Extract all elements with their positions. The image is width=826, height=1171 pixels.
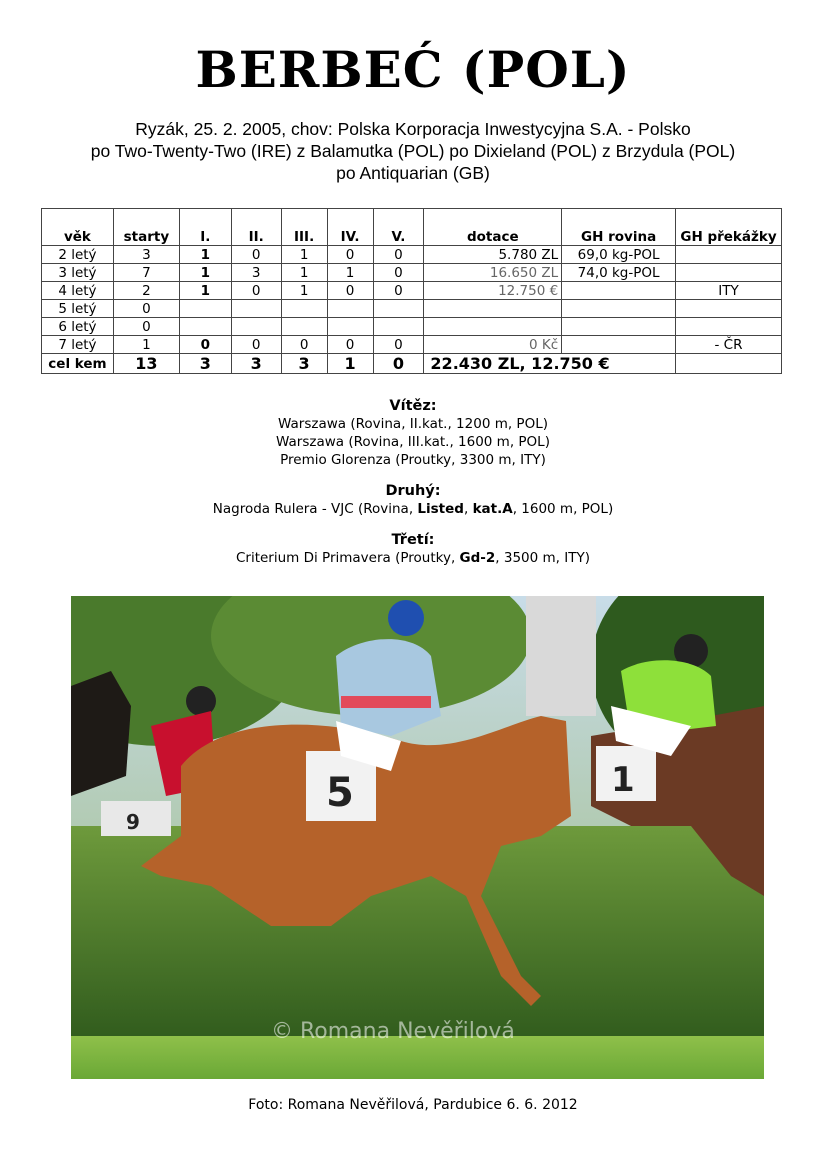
race-photo-illustration <box>71 596 764 1079</box>
photo-caption: Foto: Romana Nevěřilová, Pardubice 6. 6. 2012 <box>248 1097 578 1113</box>
cell-jump: - ČR <box>676 336 782 354</box>
table-row <box>42 300 782 318</box>
cell-w1 <box>179 300 231 318</box>
cell-w2: 0 <box>231 336 281 354</box>
total-label: cel kem <box>42 354 114 374</box>
cell-w3 <box>281 318 327 336</box>
cell-w2: 3 <box>231 264 281 282</box>
table-row <box>42 264 782 282</box>
cell-w1: 1 <box>179 246 231 264</box>
cell-flat <box>562 336 676 354</box>
watermark: © Romana Nevěřilová <box>271 1019 515 1044</box>
cell-w2 <box>231 318 281 336</box>
cell-age: 7 letý <box>42 336 114 354</box>
total-empty <box>676 354 782 374</box>
saddle-number: 9 <box>126 810 140 834</box>
career-table <box>41 208 782 374</box>
cell-age: 2 letý <box>42 246 114 264</box>
cell-w4 <box>327 318 373 336</box>
cell-flat <box>562 282 676 300</box>
cell-w4: 0 <box>327 246 373 264</box>
cell-starts: 3 <box>113 246 179 264</box>
cell-jump <box>676 264 782 282</box>
cell-starts: 7 <box>113 264 179 282</box>
cell-starts: 0 <box>113 300 179 318</box>
total-w5: 0 <box>373 354 424 374</box>
col-header: V. <box>373 209 424 246</box>
cell-w5: 0 <box>373 246 424 264</box>
cell-w5 <box>373 300 424 318</box>
cell-w4 <box>327 300 373 318</box>
third-heading: Třetí: <box>391 532 435 548</box>
cell-w3: 1 <box>281 282 327 300</box>
race-photo <box>71 596 764 1079</box>
winner-race: Warszawa (Rovina, II.kat., 1200 m, POL) <box>278 416 548 432</box>
col-header: starty <box>113 209 179 246</box>
cell-w1: 1 <box>179 282 231 300</box>
col-header: GH překážky <box>676 209 782 246</box>
cell-prize <box>424 300 562 318</box>
cell-flat <box>562 318 676 336</box>
cell-w4: 1 <box>327 264 373 282</box>
cell-w3: 1 <box>281 246 327 264</box>
total-w2: 3 <box>231 354 281 374</box>
total-w3: 3 <box>281 354 327 374</box>
col-header: GH rovina <box>562 209 676 246</box>
col-header: I. <box>179 209 231 246</box>
cell-w2: 0 <box>231 246 281 264</box>
cell-age: 5 letý <box>42 300 114 318</box>
cell-w1: 0 <box>179 336 231 354</box>
saddle-number: 5 <box>326 770 354 816</box>
cell-w1: 1 <box>179 264 231 282</box>
col-header: dotace <box>424 209 562 246</box>
cell-flat <box>562 300 676 318</box>
cell-age: 3 letý <box>42 264 114 282</box>
table-row <box>42 318 782 336</box>
cell-w5 <box>373 318 424 336</box>
third-race: Criterium Di Primavera (Proutky, Gd-2, 3500 m, ITY) <box>235 550 590 566</box>
cell-w5: 0 <box>373 282 424 300</box>
cell-w2 <box>231 300 281 318</box>
cell-starts: 0 <box>113 318 179 336</box>
col-header: III. <box>281 209 327 246</box>
cell-w3: 0 <box>281 336 327 354</box>
cell-prize: 12.750 € <box>424 282 562 300</box>
cell-flat: 74,0 kg-POL <box>562 264 676 282</box>
col-header: IV. <box>327 209 373 246</box>
horse-title: BERBEĆ (POL) <box>195 40 631 99</box>
cell-prize <box>424 318 562 336</box>
cell-w5: 0 <box>373 264 424 282</box>
horse-info <box>0 118 826 184</box>
cell-jump <box>676 300 782 318</box>
cell-w2: 0 <box>231 282 281 300</box>
cell-prize: 5.780 ZL <box>424 246 562 264</box>
cell-w4: 0 <box>327 282 373 300</box>
info-line-3: po Antiquarian (GB) <box>336 163 490 183</box>
col-header: věk <box>42 209 114 246</box>
table-header-row <box>42 209 782 246</box>
table-row <box>42 282 782 300</box>
table-row <box>42 246 782 264</box>
saddle-number: 1 <box>611 760 635 800</box>
second-race: Nagroda Rulera - VJC (Rovina, Listed, kat.A, 1600 m, POL) <box>212 501 614 517</box>
cell-jump <box>676 246 782 264</box>
cell-w1 <box>179 318 231 336</box>
cell-age: 6 letý <box>42 318 114 336</box>
cell-starts: 2 <box>113 282 179 300</box>
winner-race: Premio Glorenza (Proutky, 3300 m, ITY) <box>280 452 546 468</box>
table-row <box>42 336 782 354</box>
cell-jump: ITY <box>676 282 782 300</box>
col-header: II. <box>231 209 281 246</box>
info-line-2: po Two-Twenty-Two (IRE) z Balamutka (POL) po Dixieland (POL) z Brzydula (POL) <box>90 141 736 161</box>
cell-w3 <box>281 300 327 318</box>
winner-race: Warszawa (Rovina, III.kat., 1600 m, POL) <box>276 434 550 450</box>
cell-jump <box>676 318 782 336</box>
total-row <box>42 354 782 374</box>
winner-heading: Vítěz: <box>389 398 437 414</box>
total-prize: 22.430 ZL, 12.750 € <box>424 354 676 374</box>
cell-flat: 69,0 kg-POL <box>562 246 676 264</box>
cell-w3: 1 <box>281 264 327 282</box>
total-w4: 1 <box>327 354 373 374</box>
results-section <box>0 397 826 567</box>
second-heading: Druhý: <box>385 483 441 499</box>
total-w1: 3 <box>179 354 231 374</box>
total-starts: 13 <box>113 354 179 374</box>
cell-w4: 0 <box>327 336 373 354</box>
cell-age: 4 letý <box>42 282 114 300</box>
cell-prize: 0 Kč <box>424 336 562 354</box>
cell-w5: 0 <box>373 336 424 354</box>
cell-prize: 16.650 ZL <box>424 264 562 282</box>
info-line-1: Ryzák, 25. 2. 2005, chov: Polska Korporacja Inwestycyjna S.A. - Polsko <box>135 119 691 139</box>
cell-starts: 1 <box>113 336 179 354</box>
